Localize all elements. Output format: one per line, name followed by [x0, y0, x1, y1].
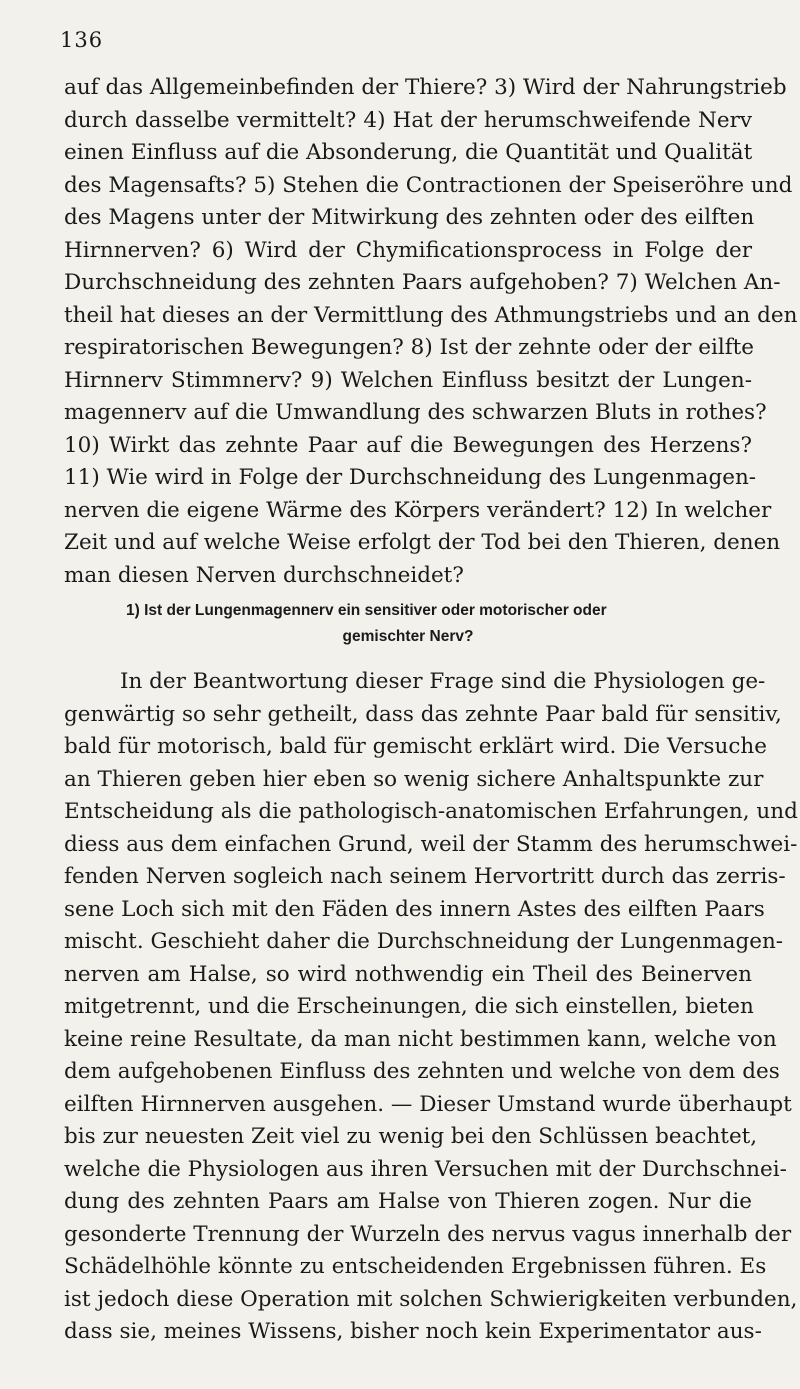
text-line: 10) Wirkt das zehnte Paar auf die Bewegungen des Herzens? [64, 432, 752, 458]
text-line: des Magens unter der Mitwirkung des zehnten oder des eilften [64, 205, 755, 230]
text-line: Hirnnerv Stimmnerv? 9) Welchen Einfluss besitzt der Lungen- [64, 367, 752, 393]
heading-line: gemischter Nerv? [342, 628, 474, 645]
text-line: nerven am Halse, so wird nothwendig ein Theil des Beinerven [64, 961, 752, 987]
text-line: auf das Allgemeinbefinden der Thiere? 3) Wird der Nahrungstrieb [64, 75, 787, 100]
text-line: dass sie, meines Wissens, bisher noch kein Experimentator aus- [64, 1319, 762, 1344]
text-line: genwärtig so sehr getheilt, dass das zehnte Paar bald für sensitiv, [64, 701, 782, 727]
text-line: fenden Nerven sogleich nach seinem Hervortritt durch das zerris- [64, 864, 786, 889]
text-line: dung des zehnten Paars am Halse von Thieren zogen. Nur die [64, 1189, 752, 1214]
text-line: eilften Hirnnerven ausgehen. — Dieser Umstand wurde überhaupt [64, 1091, 792, 1117]
text-line: gesonderte Trennung der Wurzeln des nervus vagus innerhalb der [64, 1221, 792, 1247]
text-line: bis zur neuesten Zeit viel zu wenig bei den Schlüssen beachtet, [64, 1124, 758, 1149]
text-line: theil hat dieses an der Vermittlung des Athmungstriebs und an den [64, 302, 798, 328]
text-line: welche die Physiologen aus ihren Versuchen mit der Durchschnei- [64, 1156, 787, 1182]
text-line: an Thieren geben hier eben so wenig sichere Anhaltspunkte zur [64, 766, 764, 792]
text-block [64, 72, 798, 1349]
text-line: man diesen Nerven durchschneidet? [64, 562, 464, 588]
text-line: Zeit und auf welche Weise erfolgt der Tod bei den Thieren, denen [64, 530, 781, 555]
text-line: sene Loch sich mit den Fäden des innern Astes des eilften Paars [64, 896, 765, 922]
text-line: ist jedoch diese Operation mit solchen Schwierigkeiten verbunden, [64, 1286, 798, 1312]
text-line: bald für motorisch, bald für gemischt erklärt wird. Die Versuche [64, 734, 767, 759]
text-line: mitgetrennt, und die Erscheinungen, die sich einstellen, bieten [64, 994, 754, 1019]
text-line: Durchschneidung des zehnten Paars aufgehoben? 7) Welchen An- [64, 270, 781, 295]
text-line: dem aufgehobenen Einfluss des zehnten und welche von dem des [64, 1059, 780, 1084]
heading-line: 1) Ist der Lungenmagennerv ein sensitiver oder motorischer oder [126, 602, 607, 619]
section-heading [64, 592, 752, 660]
text-line: diess aus dem einfachen Grund, weil der Stamm des herumschwei- [64, 831, 798, 857]
text-line: einen Einfluss auf die Absonderung, die Quantität und Qualität [64, 140, 753, 165]
paragraph-answer [64, 666, 798, 1349]
text-line: respiratorischen Bewegungen? 8) Ist der zehnte oder der eilfte [64, 335, 755, 360]
text-line: magennerv auf die Umwandlung des schwarzen Bluts in rothes? [64, 400, 767, 425]
text-line: Schädelhöhle könnte zu entscheidenden Ergebnissen führen. Es [64, 1254, 767, 1279]
text-line: des Magensafts? 5) Stehen die Contractionen der Speiseröhre und [64, 172, 793, 198]
text-line: keine reine Resultate, da man nicht bestimmen kann, welche von [64, 1026, 777, 1052]
text-line: nerven die eigene Wärme des Körpers verändert? 12) In welcher [64, 497, 772, 523]
paragraph-questions [64, 72, 798, 592]
text-line: Hirnnerven? 6) Wird der Chymificationsprocess in Folge der [64, 237, 752, 263]
text-line: Entscheidung als die pathologisch-anatomischen Erfahrungen, und [64, 799, 798, 824]
text-line: 11) Wie wird in Folge der Durchschneidung des Lungenmagen- [64, 465, 757, 490]
text-line: durch dasselbe vermittelt? 4) Hat der herumschweifende Nerv [64, 107, 752, 133]
text-line: mischt. Geschieht daher die Durchschneidung der Lungenmagen- [64, 929, 784, 954]
page-number: 136 [60, 28, 104, 52]
text-line: In der Beantwortung dieser Frage sind die Physiologen ge- [120, 669, 766, 694]
